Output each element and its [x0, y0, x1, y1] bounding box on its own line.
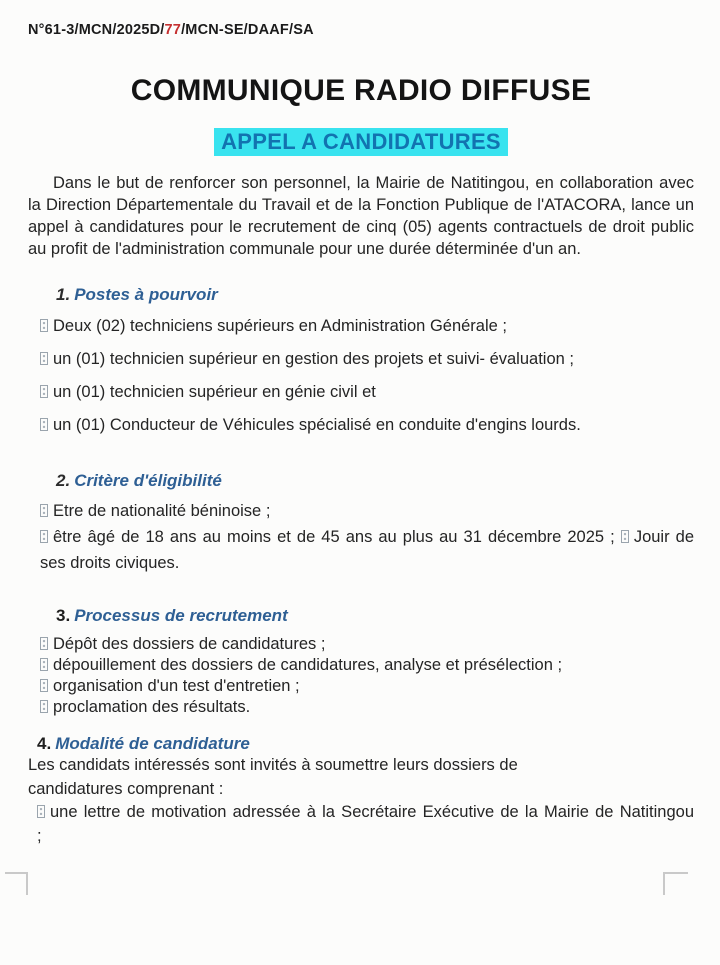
missing-glyph-bullet	[40, 679, 48, 692]
reference-part2: /MCN-SE/DAAF/SA	[181, 22, 314, 38]
bottom-left-corner-mark	[5, 872, 28, 895]
missing-glyph-bullet	[40, 352, 48, 365]
section-2-number: 2.	[56, 471, 71, 490]
subtitle-highlight: APPEL A CANDIDATURES	[214, 128, 508, 156]
section-3-heading	[56, 605, 694, 627]
section-4-title: Modalité de candidature	[55, 734, 250, 753]
list-item-text: une lettre de motivation adressée à la Secrétaire Exécutive de la Mairie de Natitingou ;	[37, 803, 694, 845]
list-item-text: Deux (02) techniciens supérieurs en Administration Générale ;	[53, 317, 507, 335]
list-item	[40, 524, 694, 576]
list-item	[40, 697, 694, 718]
section-2-items	[40, 498, 694, 576]
section-2-title: Critère d'éligibilité	[74, 471, 222, 490]
list-item	[37, 801, 694, 848]
missing-glyph-bullet	[40, 700, 48, 713]
missing-glyph-bullet	[621, 530, 629, 543]
list-item	[40, 349, 694, 369]
list-item	[40, 415, 694, 435]
list-item	[40, 634, 694, 655]
reference-part1: N°61-3/MCN/2025D/	[28, 22, 165, 38]
list-item-text: organisation d'un test d'entretien ;	[53, 677, 300, 695]
list-item-text: un (01) technicien supérieur en gestion des projets et suivi- évaluation ;	[53, 350, 574, 368]
bottom-right-corner-mark	[663, 872, 688, 895]
section-1-title: Postes à pourvoir	[74, 285, 218, 304]
section-4-heading	[37, 734, 694, 754]
intro-paragraph: Dans le but de renforcer son personnel, la Mairie de Natitingou, en collaboration avec la Direction Départementale du Travail et de la Fonction Publique de l'ATACORA, lance un appel à candidatures pour le recrutement de cinq (05) agents contractuels de droit public au profit de l'administration communale pour une durée déterminée d'un an.	[28, 174, 694, 258]
document-title: COMMUNIQUE RADIO DIFFUSE	[130, 74, 592, 107]
section-4-number: 4.	[37, 734, 52, 753]
list-item	[40, 676, 694, 697]
missing-glyph-bullet	[40, 319, 48, 332]
missing-glyph-bullet	[40, 504, 48, 517]
list-item-text: proclamation des résultats.	[53, 698, 251, 716]
missing-glyph-bullet	[37, 805, 45, 818]
list-item-text: Etre de nationalité béninoise ;	[53, 502, 271, 520]
missing-glyph-bullet	[40, 658, 48, 671]
missing-glyph-bullet	[40, 385, 48, 398]
list-item	[40, 316, 694, 336]
list-item	[40, 655, 694, 676]
list-item-text: dépouillement des dossiers de candidatures, analyse et présélection ;	[53, 656, 563, 674]
list-item-text: Dépôt des dossiers de candidatures ;	[53, 635, 326, 653]
section-1-heading	[56, 284, 694, 306]
section-1-number: 1.	[56, 285, 71, 304]
section-2-heading	[56, 470, 694, 492]
section-3-items	[40, 634, 694, 718]
reference-number	[28, 22, 694, 38]
missing-glyph-bullet	[40, 530, 48, 543]
subtitle-row	[28, 128, 694, 158]
reference-red-number: 77	[164, 22, 182, 38]
list-item	[40, 498, 694, 524]
section-3-number: 3.	[56, 606, 71, 625]
section-4-intro: Les candidats intéressés sont invités à soumettre leurs dossiers de candidatures comprenant :	[28, 756, 518, 798]
list-item-text: un (01) technicien supérieur en génie civil et	[53, 383, 376, 401]
section-1-items	[40, 316, 694, 435]
list-item-text: être âgé de 18 ans au moins et de 45 ans au plus au 31 décembre 2025 ;	[53, 528, 615, 546]
list-item	[40, 382, 694, 402]
list-item-text: Jouir de ses droits civiques.	[40, 528, 694, 572]
list-item-text: un (01) Conducteur de Véhicules spécialisé en conduite d'engins lourds.	[53, 416, 581, 434]
section-4-items	[37, 801, 694, 848]
missing-glyph-bullet	[40, 637, 48, 650]
missing-glyph-bullet	[40, 418, 48, 431]
section-3-title: Processus de recrutement	[74, 606, 288, 625]
